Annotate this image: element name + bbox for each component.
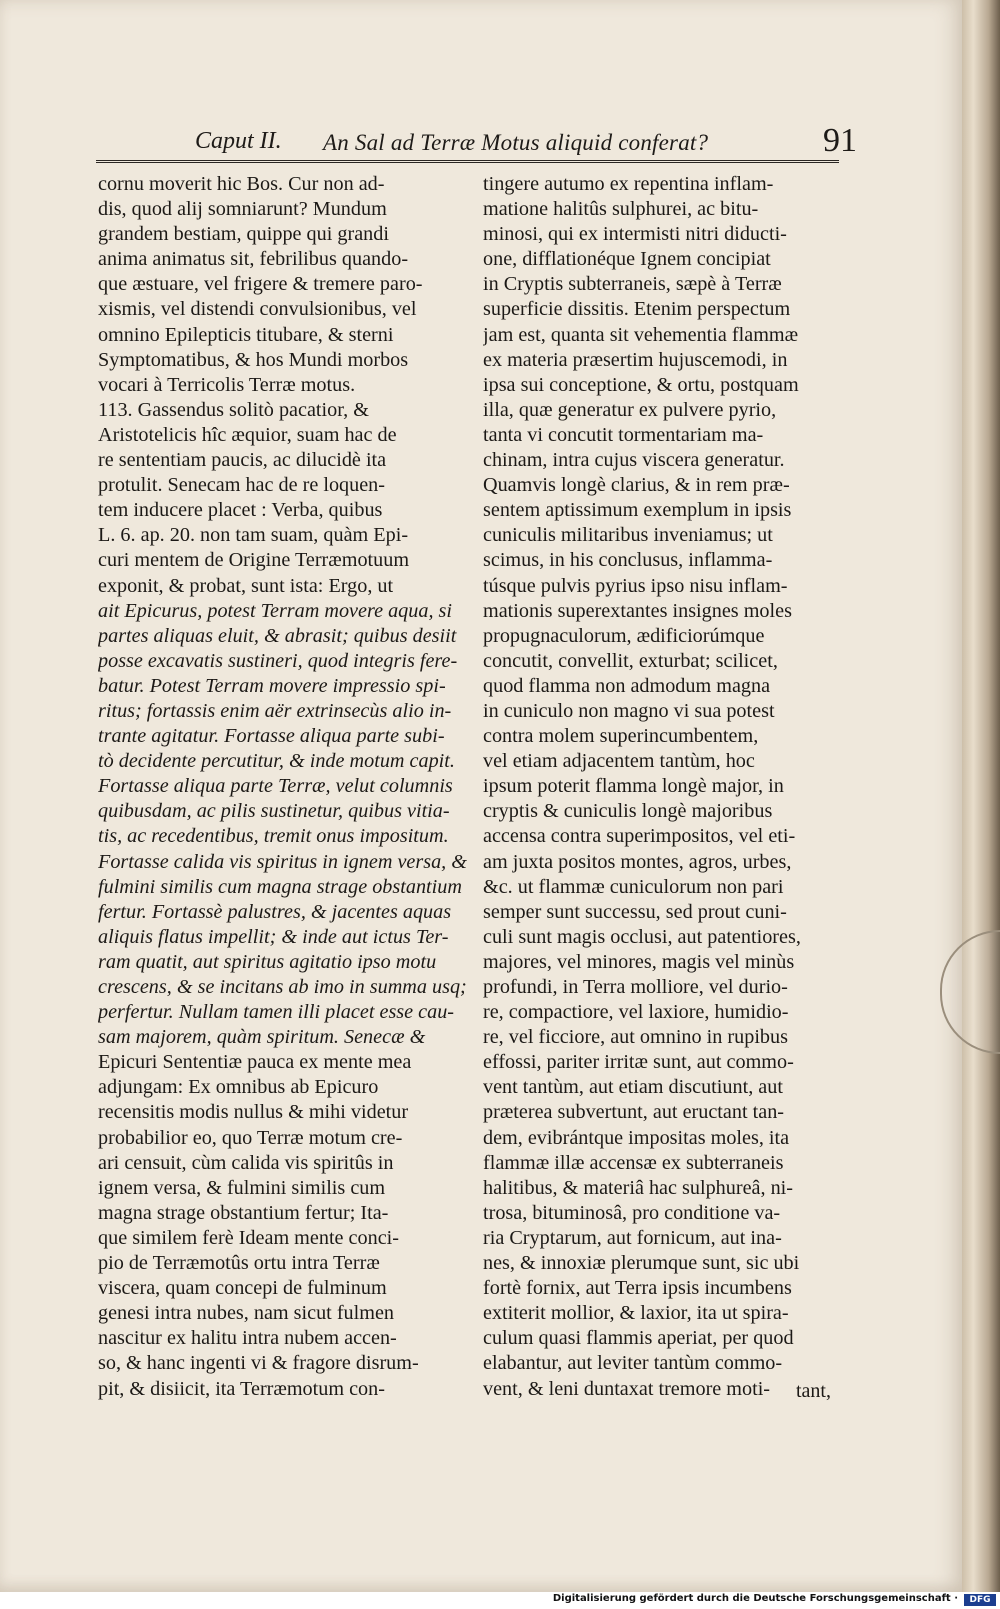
- text-line: minosi, qui ex intermisti nitri diducti-: [483, 223, 787, 246]
- text-line: extiterit mollior, & laxior, ita ut spira-: [483, 1302, 789, 1325]
- text-line: protulit. Senecam hac de re loquen-: [98, 474, 386, 497]
- text-line: mationis superextantes insignes moles: [483, 599, 792, 622]
- text-line: perfertur. Nullam tamen illi placet esse cau-: [98, 1001, 455, 1024]
- text-line: vel etiam adjacentem tantùm, hoc: [483, 750, 755, 773]
- text-line: genesi intra nubes, nam sicut fulmen: [98, 1302, 395, 1325]
- text-line: batur. Potest Terram movere impressio spi-: [98, 674, 446, 697]
- text-line: recensitis modis nullus & mihi videtur: [98, 1101, 409, 1124]
- text-line: que similem ferè Ideam mente conci-: [98, 1226, 399, 1249]
- text-line: contra molem superincumbentem,: [483, 725, 759, 748]
- text-line: majores, vel minores, magis vel minùs: [483, 950, 795, 973]
- chapter-label: Caput II.: [195, 128, 282, 154]
- text-line: tanta vi concutit tormentariam ma-: [483, 423, 764, 446]
- chapter-title: An Sal ad Terræ Motus aliquid conferat?: [323, 130, 709, 155]
- text-line: tis, ac recedentibus, tremit onus impositum.: [98, 825, 449, 848]
- text-line: ipsa sui conceptione, & ortu, postquam: [483, 373, 799, 396]
- text-line: am juxta positos montes, agros, urbes,: [483, 850, 792, 873]
- text-line: elabantur, aut leviter tantùm commo-: [483, 1352, 783, 1375]
- text-line: profundi, in Terra molliore, vel durio-: [483, 976, 788, 998]
- text-line: sentem aptissimum exemplum in ipsis: [483, 499, 792, 522]
- text-line: illa, quæ generatur ex pulvere pyrio,: [483, 398, 777, 421]
- text-line: Fortasse aliqua parte Terræ, velut columnis: [98, 775, 453, 798]
- left-text-column: [98, 172, 470, 1402]
- text-line: ipsum poterit flamma longè major, in: [483, 775, 784, 798]
- text-line: one, difflationéque Ignem concipiat: [483, 248, 771, 271]
- text-line: adjungam: Ex omnibus ab Epicuro: [98, 1076, 379, 1099]
- text-line: Epicuri Sententiæ pauca ex mente mea: [98, 1051, 412, 1074]
- text-line: exponit, & probat, sunt ista: Ergo, ut: [98, 574, 394, 597]
- text-line: cuniculis militaribus inveniamus; ut: [483, 524, 773, 547]
- right-text-column: [483, 172, 856, 1402]
- text-line: fortè fornix, aut Terra ipsis incumbens: [483, 1277, 792, 1300]
- text-line: ait Epicurus, potest Terram movere aqua, si: [98, 599, 453, 622]
- text-line: fulmini similis cum magna strage obstantium: [98, 875, 462, 898]
- text-line: dem, evibrántque impositas moles, ita: [483, 1126, 790, 1149]
- text-line: superficie dissitis. Etenim perspectum: [483, 298, 791, 321]
- text-line: ria Cryptarum, aut fornicum, aut ina-: [483, 1226, 782, 1249]
- text-line: Symptomatibus, & hos Mundi morbos: [98, 348, 409, 371]
- text-line: tem inducere placet : Verba, quibus: [98, 499, 383, 522]
- text-line: nes, & innoxiæ plerumque sunt, sic ubi: [483, 1252, 800, 1275]
- text-line: omnino Epilepticis titubare, & sterni: [98, 323, 394, 346]
- text-line: vent tantùm, aut etiam discutiunt, aut: [483, 1076, 783, 1099]
- text-line: Quamvis longè clarius, & in rem præ-: [483, 474, 790, 497]
- footer-bar: [0, 1592, 1000, 1609]
- text-line: re, vel ficciore, aut omnino in rupibus: [483, 1026, 788, 1049]
- text-line: tò decidente percutitur, & inde motum capit.: [98, 750, 455, 773]
- text-line: re sententiam paucis, ac dilucidè ita: [98, 449, 387, 472]
- text-line: &c. ut flammæ cuniculorum non pari: [483, 875, 784, 898]
- text-line: probabilior eo, quo Terræ motum cre-: [98, 1126, 403, 1149]
- text-line: jam est, quanta sit vehementia flammæ: [483, 323, 799, 346]
- text-line: chinam, intra cujus viscera generatur.: [483, 449, 785, 472]
- text-line: in cuniculo non magno vi sua potest: [483, 699, 775, 722]
- text-line: Aristotelicis hîc æquior, suam hac de: [98, 423, 397, 446]
- text-line: flammæ illæ accensæ ex subterraneis: [483, 1151, 784, 1174]
- text-line: præterea subvertunt, aut eructant tan-: [483, 1101, 785, 1124]
- text-line: scimus, in his conclusus, inflamma-: [483, 549, 773, 572]
- text-line: accensa contra superimpositos, vel eti-: [483, 825, 796, 848]
- text-line: L. 6. ap. 20. non tam suam, quàm Epi-: [98, 524, 409, 547]
- catchword: tant,: [796, 1380, 831, 1402]
- text-line: matione halitûs sulphurei, ac bitu-: [483, 198, 759, 221]
- text-line: viscera, quam concepi de fulminum: [98, 1277, 387, 1300]
- text-line: dis, quod alij somniarunt? Mundum: [98, 198, 387, 221]
- text-line: cryptis & cuniculis longè majoribus: [483, 800, 773, 823]
- text-line: propugnaculorum, ædificiorúmque: [483, 624, 765, 647]
- text-line: ritus; fortassis enim aër extrinsecùs alio in-: [98, 699, 452, 722]
- text-line: crescens, & se incitans ab imo in summa usq;: [98, 976, 467, 998]
- text-line: partes aliquas eluit, & abrasit; quibus desiit: [98, 624, 457, 647]
- text-line: in Cryptis subterraneis, sæpè à Terræ: [483, 273, 782, 296]
- text-line: túsque pulvis pyrius ipso nisu inflam-: [483, 574, 788, 597]
- text-line: fertur. Fortassè palustres, & jacentes aquas: [98, 900, 452, 923]
- text-line: nascitur ex halitu intra nubem accen-: [98, 1327, 397, 1350]
- text-line: curi mentem de Origine Terræmotuum: [98, 549, 410, 572]
- text-line: culi sunt magis occlusi, aut patentiores,: [483, 925, 801, 948]
- header-rule: [96, 160, 839, 163]
- book-edge: [962, 0, 1000, 1592]
- text-line: anima animatus sit, febrilibus quando-: [98, 248, 409, 271]
- text-line: ex materia præsertim hujuscemodi, in: [483, 348, 788, 371]
- text-line: que æstuare, vel frigere & tremere paro-: [98, 273, 423, 296]
- text-line: 113. Gassendus solitò pacatior, &: [98, 398, 369, 421]
- text-line: sam majorem, quàm spiritum. Senecæ &: [98, 1026, 426, 1049]
- text-line: vent, & leni duntaxat tremore moti-: [483, 1377, 771, 1400]
- text-line: so, & hanc ingenti vi & fragore disrum-: [98, 1352, 419, 1375]
- text-line: aliquis flatus impellit; & inde aut ictus Ter-: [98, 925, 449, 948]
- text-line: halitibus, & materiâ hac sulphureâ, ni-: [483, 1176, 794, 1199]
- text-line: semper sunt successu, sed prout cuni-: [483, 900, 787, 923]
- text-line: ignem versa, & fulmini similis cum: [98, 1176, 386, 1199]
- text-line: trosa, bituminosâ, pro conditione va-: [483, 1201, 781, 1224]
- text-line: posse excavatis sustineri, quod integris fere-: [98, 649, 458, 672]
- text-line: concutit, convellit, exturbat; scilicet,: [483, 649, 778, 672]
- dfg-logo: DFG: [964, 1594, 996, 1606]
- text-line: culum quasi flammis aperiat, per quod: [483, 1327, 794, 1350]
- text-line: re, compactiore, vel laxiore, humidio-: [483, 1001, 789, 1024]
- text-line: cornu moverit hic Bos. Cur non ad-: [98, 173, 385, 195]
- footer-credit: Digitalisierung gefördert durch die Deutsche Forschungsgemeinschaft ·: [552, 1593, 958, 1604]
- text-line: Fortasse calida vis spiritus in ignem versa, &: [98, 850, 467, 873]
- text-line: pio de Terræmotûs ortu intra Terræ: [98, 1252, 380, 1275]
- text-line: tingere autumo ex repentina inflam-: [483, 173, 774, 195]
- text-line: grandem bestiam, quippe qui grandi: [98, 223, 389, 246]
- text-line: pit, & disiicit, ita Terræmotum con-: [98, 1377, 385, 1400]
- page-number: 91: [823, 122, 857, 159]
- text-line: quod flamma non admodum magna: [483, 674, 771, 697]
- text-line: vocari à Terricolis Terræ motus.: [98, 373, 356, 396]
- text-line: effossi, pariter irritæ sunt, aut commo-: [483, 1051, 794, 1074]
- text-line: ram quatit, aut spiritus agitatio ipso motu: [98, 950, 437, 973]
- text-line: xismis, vel distendi convulsionibus, vel: [98, 298, 417, 321]
- text-line: magna strage obstantium fertur; Ita-: [98, 1201, 389, 1224]
- text-line: ari censuit, cùm calida vis spiritûs in: [98, 1151, 394, 1174]
- text-line: quibusdam, ac pilis sustinetur, quibus vitia-: [98, 800, 450, 823]
- text-line: trante agitatur. Fortasse aliqua parte subi-: [98, 725, 445, 748]
